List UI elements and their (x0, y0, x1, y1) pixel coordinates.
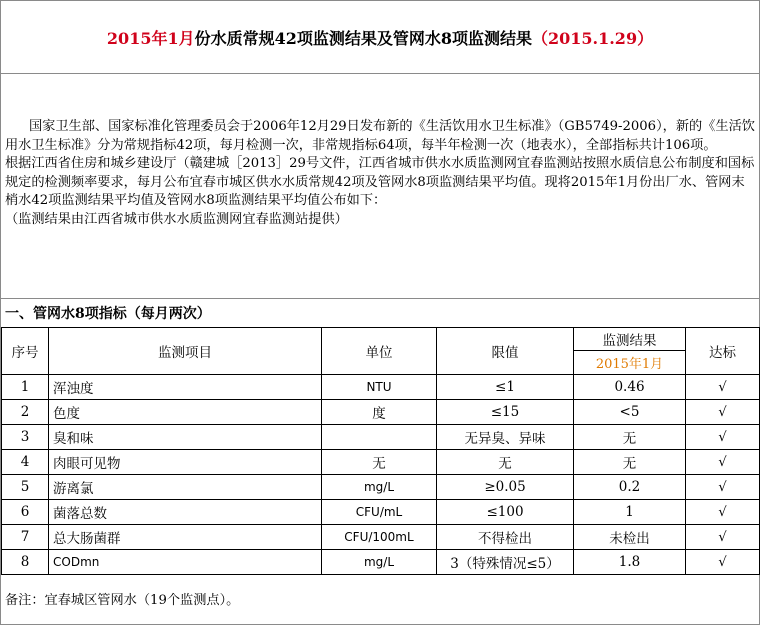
cell-unit: 度 (322, 400, 437, 425)
header-seq: 序号 (2, 328, 49, 375)
cell-unit: NTU (322, 375, 437, 400)
table-row (2, 425, 760, 450)
cell-unit: CFU/100mL (322, 525, 437, 550)
cell-result: 无 (574, 450, 686, 475)
cell-limit: ≤100 (437, 500, 574, 525)
cell-result: 1.8 (574, 550, 686, 575)
cell-limit: 3（特殊情况≤5） (437, 550, 574, 575)
table-row (2, 475, 760, 500)
table-row (2, 550, 760, 575)
table-row (2, 500, 760, 525)
cell-pass: √ (686, 425, 760, 450)
intro-paragraph-3: （监测结果由江西省城市供水水质监测网宜春监测站提供） (5, 211, 348, 227)
section-divider (1, 298, 759, 299)
title-main: 份水质常规42项监测结果及管网水8项监测结果 (194, 28, 532, 48)
cell-pass: √ (686, 525, 760, 550)
cell-limit: ≤1 (437, 375, 574, 400)
header-limit: 限值 (437, 328, 574, 375)
title-period: 2015年1月 (106, 28, 195, 48)
cell-seq: 1 (2, 375, 49, 400)
cell-result: 0.46 (574, 375, 686, 400)
cell-limit: 不得检出 (437, 525, 574, 550)
cell-limit: 无 (437, 450, 574, 475)
table-row (2, 375, 760, 400)
cell-pass: √ (686, 475, 760, 500)
intro-text (5, 118, 755, 229)
table-row (2, 400, 760, 425)
cell-unit: mg/L (322, 550, 437, 575)
cell-item: 色度 (49, 400, 322, 425)
cell-result: 未检出 (574, 525, 686, 550)
cell-unit (322, 425, 437, 450)
cell-item: 浑浊度 (49, 375, 322, 400)
cell-result: 无 (574, 425, 686, 450)
cell-seq: 7 (2, 525, 49, 550)
table-row (2, 450, 760, 475)
cell-seq: 4 (2, 450, 49, 475)
intro-paragraph-1: 国家卫生部、国家标准化管理委员会于2006年12月29日发布新的《生活饮用水卫生标准》（GB5749-2006），新的《生活饮用水卫生标准》分为常规指标42项，每月检测一次，非常规指标64项，每半年检测一次（地表水），全部指标共计106项。 (5, 119, 755, 153)
cell-seq: 2 (2, 400, 49, 425)
table-note: 备注：宜春城区管网水（19个监测点）。 (5, 593, 240, 608)
cell-pass: √ (686, 450, 760, 475)
page-title (1, 1, 759, 74)
cell-unit: mg/L (322, 475, 437, 500)
cell-pass: √ (686, 400, 760, 425)
cell-item: 游离氯 (49, 475, 322, 500)
cell-limit: ≥0.05 (437, 475, 574, 500)
cell-seq: 3 (2, 425, 49, 450)
cell-item: 臭和味 (49, 425, 322, 450)
table-row (2, 525, 760, 550)
header-item: 监测项目 (49, 328, 322, 375)
cell-item: 肉眼可见物 (49, 450, 322, 475)
cell-seq: 5 (2, 475, 49, 500)
cell-result: 1 (574, 500, 686, 525)
header-pass: 达标 (686, 328, 760, 375)
cell-result: 0.2 (574, 475, 686, 500)
header-result: 监测结果 (574, 328, 686, 351)
title-date: （2015.1.29） (532, 28, 654, 48)
cell-limit: ≤15 (437, 400, 574, 425)
results-table (1, 327, 760, 575)
cell-limit: 无异臭、异味 (437, 425, 574, 450)
header-result-period: 2015年1月 (574, 351, 686, 375)
cell-pass: √ (686, 550, 760, 575)
cell-unit: CFU/mL (322, 500, 437, 525)
cell-unit: 无 (322, 450, 437, 475)
cell-item: 总大肠菌群 (49, 525, 322, 550)
cell-seq: 8 (2, 550, 49, 575)
header-unit: 单位 (322, 328, 437, 375)
cell-item: 菌落总数 (49, 500, 322, 525)
cell-item: CODmn (49, 550, 322, 575)
cell-pass: √ (686, 375, 760, 400)
cell-result: <5 (574, 400, 686, 425)
section-title: 一、管网水8项指标（每月两次） (5, 306, 211, 322)
intro-paragraph-2: 根据江西省住房和城乡建设厅（赣建城［2013］29号文件，江西省城市供水水质监测网宜春监测站按照水质信息公布制度和国标规定的检测频率要求，每月公布宜春市城区供水水质常规42项及管网水8项监测结果平均值。现将2015年1月份出厂水、管网末梢水42项监测结果平均值及管网水8项监测结果平均值公布如下： (5, 156, 755, 208)
cell-pass: √ (686, 500, 760, 525)
cell-seq: 6 (2, 500, 49, 525)
